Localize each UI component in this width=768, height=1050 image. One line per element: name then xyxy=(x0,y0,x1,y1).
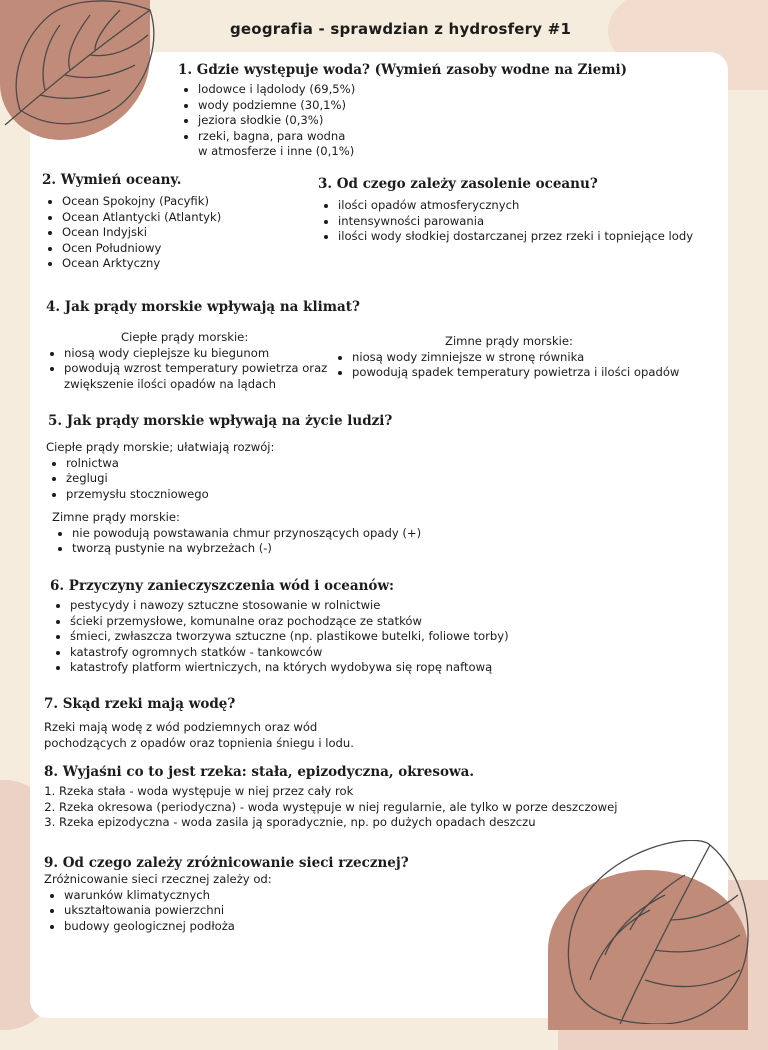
section-8 xyxy=(44,764,618,831)
question-heading: 6. Przyczyny zanieczyszczenia wód i oceanów: xyxy=(50,578,395,594)
warm-currents-label: Ciepłe prądy morskie: xyxy=(121,330,249,344)
list-item: • rolnictwa xyxy=(66,456,274,472)
list-item: • ścieki przemysłowe, komunalne oraz pochodzące ze statków xyxy=(70,614,509,630)
question-heading: 4. Jak prądy morskie wpływają na klimat? xyxy=(46,299,360,315)
list-item: • katastrofy platform wiertniczych, na których wydobywa się ropę naftową xyxy=(70,660,509,676)
list-item-continuation: w atmosferze i inne (0,1%) xyxy=(198,144,355,158)
list-item: • Ocen Południowy xyxy=(62,241,221,257)
river-types-list xyxy=(44,784,618,831)
list-item: • nie powodują powstawania chmur przynoszących opady (+) xyxy=(72,526,421,542)
pollution-causes-list xyxy=(50,598,509,676)
list-item: • lodowce i lądolody (69,5%) xyxy=(198,82,627,98)
list-item: • ilości opadów atmosferycznych xyxy=(338,198,693,214)
list-item: • ilości wody słodkiej dostarczanej przez rzeki i topniejące lody xyxy=(338,229,693,245)
cold-currents-climate xyxy=(332,334,679,381)
list-item: • wody podziemne (30,1%) xyxy=(198,98,627,114)
section-9 xyxy=(44,855,409,934)
list-item: 1. Rzeka stała - woda występuje w niej przez cały rok xyxy=(59,784,618,800)
question-heading: 8. Wyjaśni co to jest rzeka: stała, epizodyczna, okresowa. xyxy=(44,764,475,780)
answer-text: pochodzących z opadów oraz topnienia śniegu i lodu. xyxy=(44,735,354,750)
cold-currents-label: Zimne prądy morskie: xyxy=(445,334,573,348)
list-item: • pestycydy i nawozy sztuczne stosowanie w rolnictwie xyxy=(70,598,509,614)
list-item: • powodują wzrost temperatury powietrza oraz xyxy=(64,361,327,377)
list-item: • Ocean Arktyczny xyxy=(62,256,221,272)
answer-intro: Zróżnicowanie sieci rzecznej zależy od: xyxy=(44,872,272,886)
list-item: • przemysłu stoczniowego xyxy=(66,487,274,503)
list-item: 2. Rzeka okresowa (periodyczna) - woda występuje w niej regularnie, ale tylko w porze deszczowej xyxy=(59,800,618,816)
list-item: • rzeki, bagna, para wodna xyxy=(198,129,627,145)
question-heading: 1. Gdzie występuje woda? (Wymień zasoby wodne na Ziemi) xyxy=(178,62,628,78)
question-heading: 2. Wymień oceany. xyxy=(42,172,182,188)
section-7 xyxy=(44,696,354,751)
monstera-leaf-icon xyxy=(0,0,165,135)
warm-currents-list xyxy=(44,346,327,393)
warm-currents-label: Ciepłe prądy morskie; ułatwiają rozwój: xyxy=(46,440,275,454)
list-item: • jeziora słodkie (0,3%) xyxy=(198,113,627,129)
warm-currents-people xyxy=(46,440,274,502)
cold-currents-list xyxy=(332,350,679,381)
list-item: • niosą wody cieplejsze ku biegunom xyxy=(64,346,327,362)
list-item: • śmieci, zwłaszcza tworzywa sztuczne (np. plastikowe butelki, foliowe torby) xyxy=(70,629,509,645)
list-item: • tworzą pustynie na wybrzeżach (-) xyxy=(72,541,421,557)
section-4 xyxy=(46,299,360,319)
page-title: geografia - sprawdzian z hydrosfery #1 xyxy=(230,20,572,38)
list-item: • żeglugi xyxy=(66,471,274,487)
list-item: • Ocean Spokojny (Pacyfik) xyxy=(62,194,221,210)
cold-currents-people xyxy=(52,510,421,557)
section-5 xyxy=(48,413,392,433)
list-item: • Ocean Atlantycki (Atlantyk) xyxy=(62,210,221,226)
cold-currents-label: Zimne prądy morskie: xyxy=(52,510,180,524)
question-heading: 9. Od czego zależy zróżnicowanie sieci rzecznej? xyxy=(44,855,409,871)
list-item: • Ocean Indyjski xyxy=(62,225,221,241)
section-1 xyxy=(178,62,627,160)
list-item: • intensywności parowania xyxy=(338,214,693,230)
warm-currents-list xyxy=(46,456,274,503)
river-network-factors-list xyxy=(44,888,409,935)
section-3 xyxy=(318,176,693,245)
answer-text: Rzeki mają wodę z wód podziemnych oraz wód xyxy=(44,720,318,734)
list-item: • budowy geologicznej podłoża xyxy=(64,919,409,935)
water-resources-list xyxy=(178,82,627,160)
list-item: • ukształtowania powierzchni xyxy=(64,903,409,919)
question-heading: 7. Skąd rzeki mają wodę? xyxy=(44,696,236,712)
question-heading: 3. Od czego zależy zasolenie oceanu? xyxy=(318,176,598,192)
list-item: • powodują spadek temperatury powietrza i ilości opadów xyxy=(352,365,679,381)
salinity-factors-list xyxy=(318,198,693,245)
question-heading: 5. Jak prądy morskie wpływają na życie ludzi? xyxy=(48,413,393,429)
list-item: • warunków klimatycznych xyxy=(64,888,409,904)
warm-currents-climate xyxy=(44,330,327,392)
cold-currents-list xyxy=(52,526,421,557)
list-item: 3. Rzeka epizodyczna - woda zasila ją sporadycznie, np. po dużych opadach deszczu xyxy=(59,815,618,831)
section-2 xyxy=(42,172,221,272)
oceans-list xyxy=(42,194,221,272)
list-item-continuation: zwiększenie ilości opadów na lądach xyxy=(64,376,276,391)
monstera-leaf-icon xyxy=(560,840,760,1024)
list-item: • niosą wody zimniejsze w stronę równika xyxy=(352,350,679,366)
section-6 xyxy=(50,578,509,676)
list-item: • katastrofy ogromnych statków - tankowców xyxy=(70,645,509,661)
